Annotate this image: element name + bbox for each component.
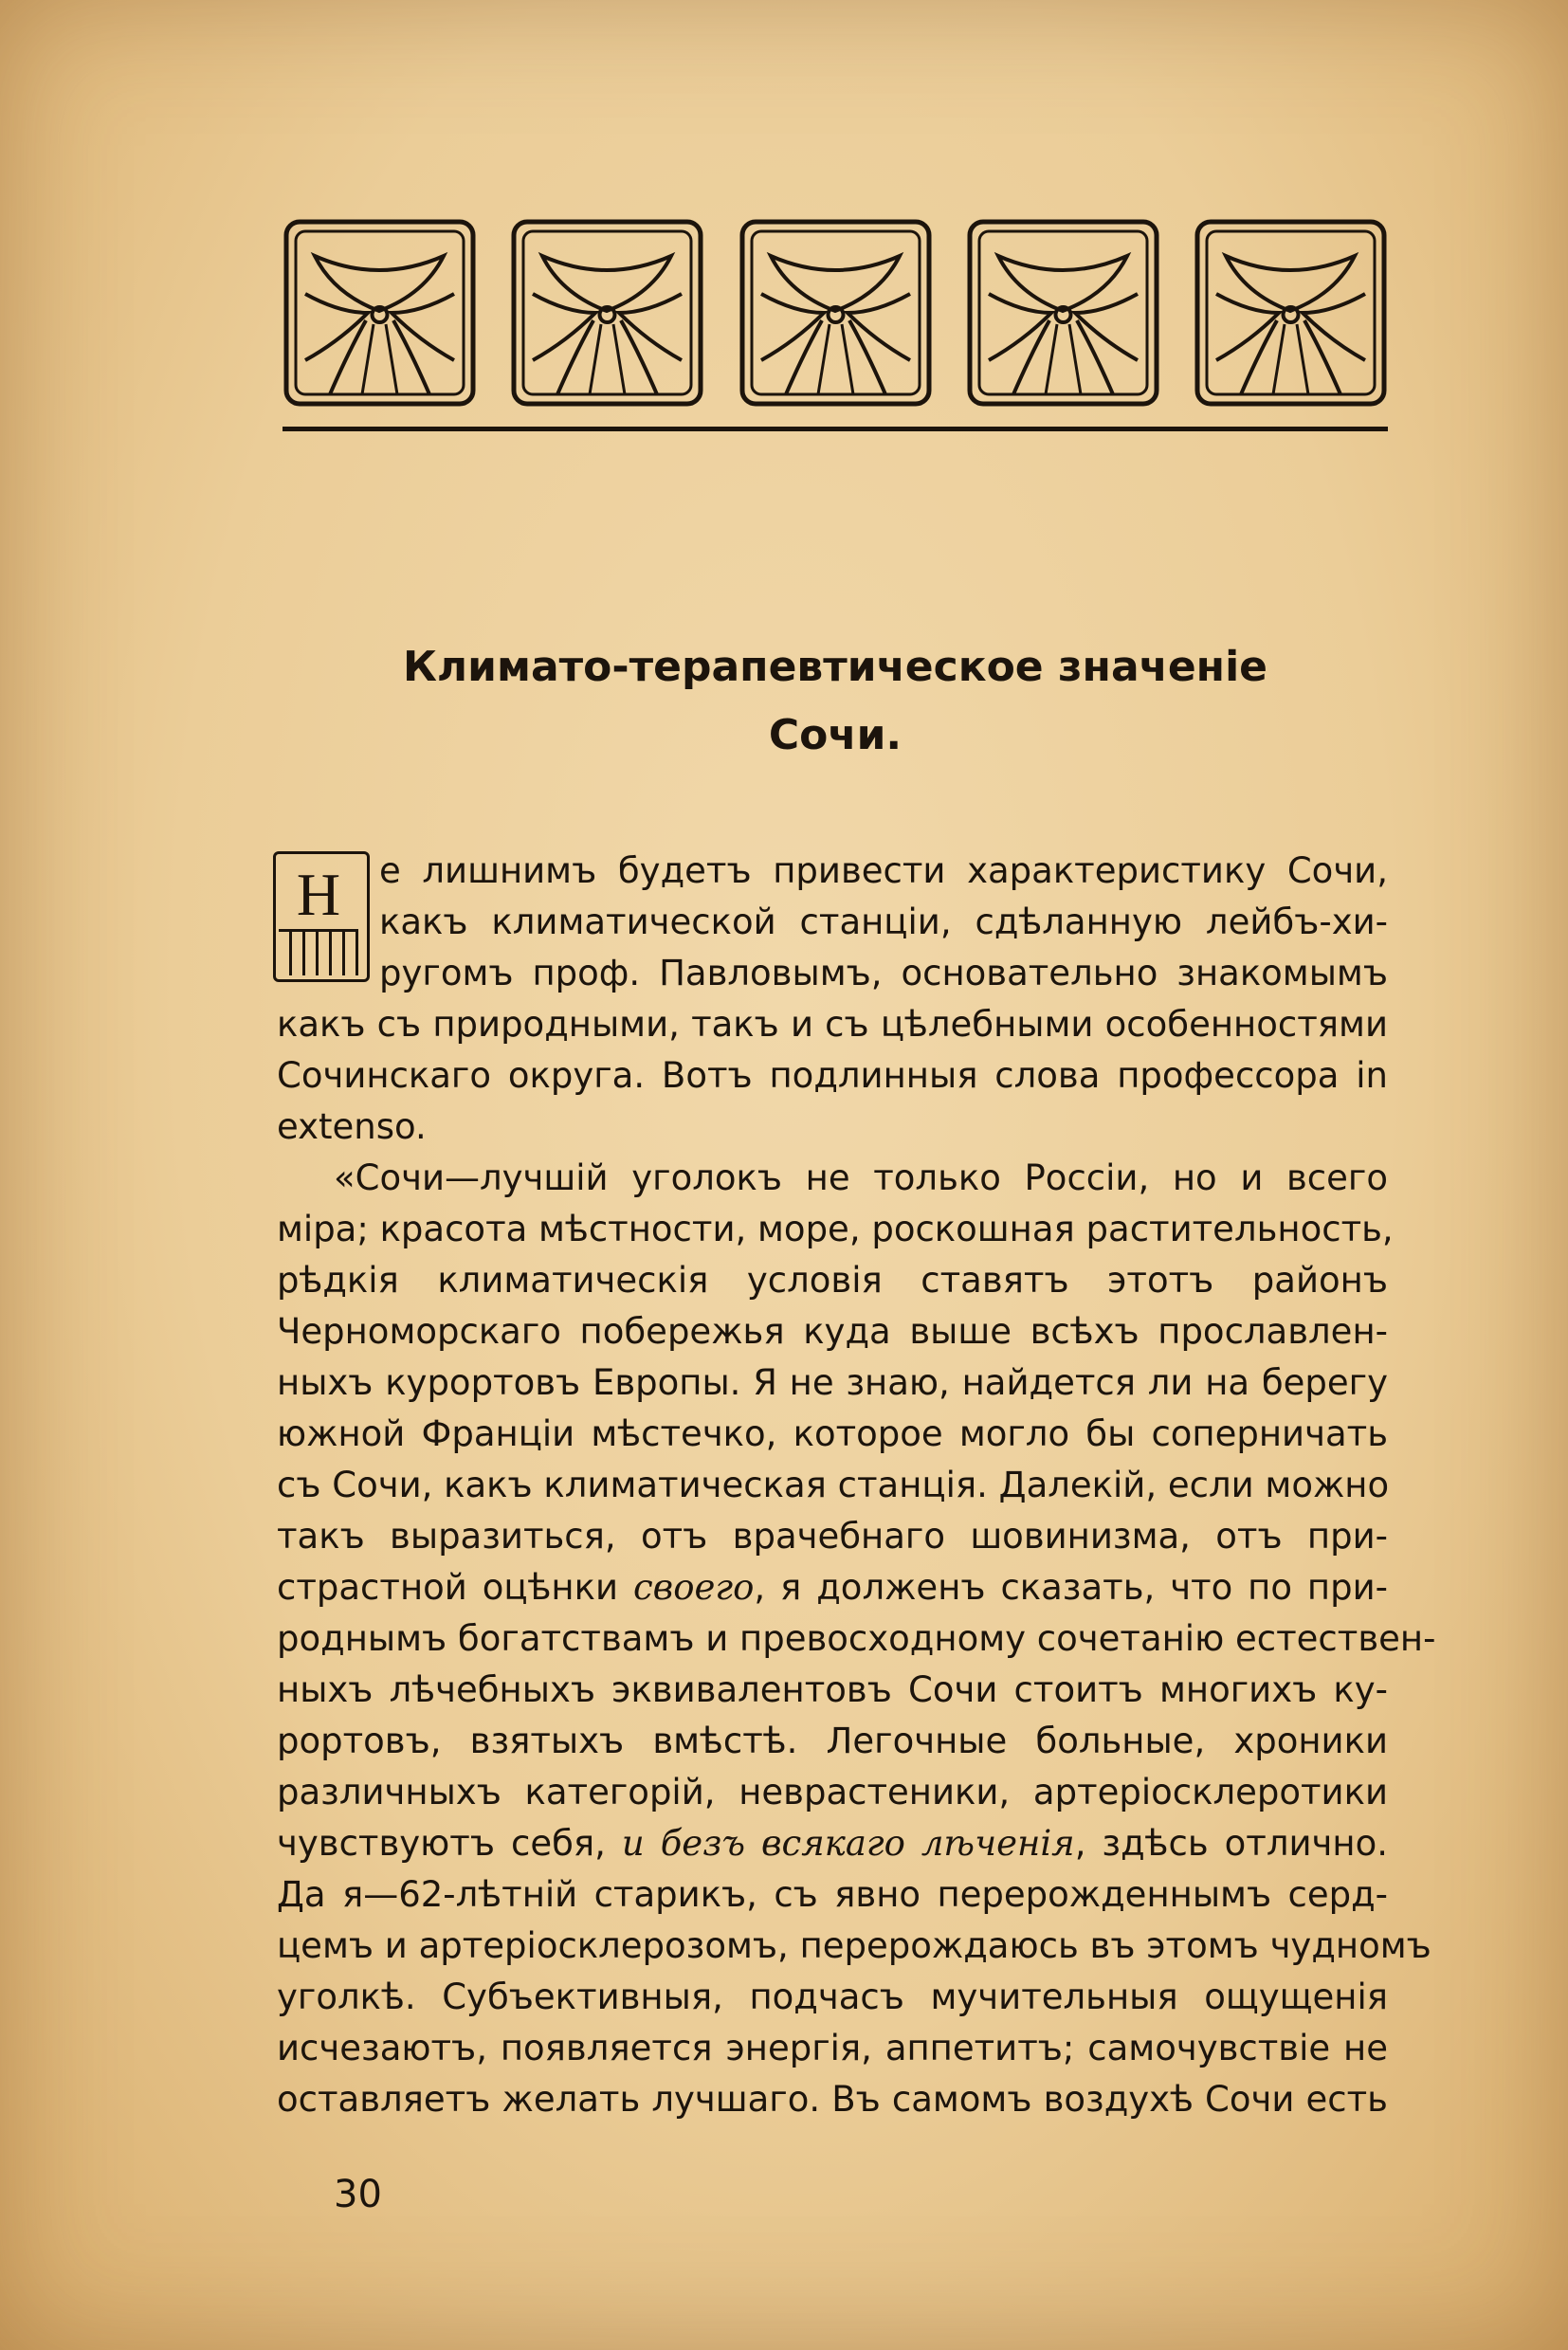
text-line: чувствуютъ себя, и безъ всякаго лѣченія, здѣсь отлично. (277, 1823, 1388, 1864)
drop-cap-letter: Н (296, 861, 341, 928)
text-line: страстной оцѣнки своего, я долженъ сказать, что по при- (277, 1567, 1389, 1608)
text-line: рѣдкія климатическія условія ставятъ этотъ районъ (277, 1260, 1388, 1301)
italic-phrase: и безъ всякаго лѣченія (621, 1823, 1075, 1864)
text-line: Сочинскаго округа. Вотъ подлинныя слова профессора in (277, 1055, 1388, 1096)
text-line: южной Франціи мѣстечко, которое могло бы соперничать (277, 1413, 1388, 1454)
ornament-tile-1 (283, 218, 477, 408)
text-line: ныхъ курортовъ Европы. Я не знаю, найдется ли на берегу (277, 1362, 1388, 1403)
text-line: различныхъ категорій, неврастеники, артеріосклеротики (277, 1772, 1388, 1813)
text-line: Да я—62-лѣтній старикъ, съ явно перерожденнымъ серд- (277, 1874, 1388, 1915)
text-line: уголкѣ. Субъективныя, подчасъ мучительныя ощущенія (277, 1977, 1388, 2017)
title-line-2: Сочи. (768, 711, 903, 759)
drop-cap-ornament-icon (279, 929, 358, 975)
ornament-tile-2 (510, 218, 704, 408)
ornament-tile-4 (966, 218, 1160, 408)
text-line: какъ климатической станціи, сдѣланную лейбъ-хи- (379, 902, 1388, 942)
text-line: міра; красота мѣстности, море, роскошная растительность, (277, 1209, 1394, 1249)
body-text (277, 846, 1436, 2125)
text-line: какъ съ природными, такъ и съ цѣлебными особенностями (277, 1004, 1388, 1045)
text-line: роднымъ богатствамъ и превосходному сочетанію естествен- (277, 1618, 1436, 1659)
page-number: 30 (334, 2173, 382, 2216)
header-rule (283, 427, 1388, 431)
page-title (283, 633, 1388, 770)
header-ornament (283, 218, 1388, 408)
text-line: оставляетъ желать лучшаго. Въ самомъ воздухѣ Сочи есть (277, 2079, 1388, 2120)
text-line: «Сочи—лучшій уголокъ не только Россіи, но и всего (334, 1157, 1388, 1198)
text-line: е лишнимъ будетъ привести характеристику Сочи, (379, 850, 1388, 891)
text-line: Черноморскаго побережья куда выше всѣхъ прославлен- (277, 1311, 1388, 1352)
text-line: extenso. (277, 1106, 427, 1147)
text-line: ругомъ проф. Павловымъ, основательно знакомымъ (379, 953, 1388, 993)
title-line-1: Климато-терапевтическое значеніе (402, 643, 1268, 691)
drop-cap (273, 851, 368, 993)
text-line: съ Сочи, какъ климатическая станція. Далекій, если можно (277, 1465, 1390, 1505)
text-line: цемъ и артеріосклерозомъ, перерождаюсь въ этомъ чудномъ (277, 1925, 1431, 1966)
text-line: исчезаютъ, появляется энергія, аппетитъ; самочувствіе не (277, 2028, 1388, 2068)
ornament-tile-3 (738, 218, 933, 408)
text-line: рортовъ, взятыхъ вмѣстѣ. Легочные больные, хроники (277, 1721, 1388, 1761)
ornament-tile-5 (1194, 218, 1388, 408)
italic-phrase: своего (632, 1567, 755, 1608)
text-line: ныхъ лѣчебныхъ эквивалентовъ Сочи стоитъ многихъ ку- (277, 1669, 1388, 1710)
text-line: такъ выразиться, отъ врачебнаго шовинизма, отъ при- (277, 1516, 1388, 1557)
